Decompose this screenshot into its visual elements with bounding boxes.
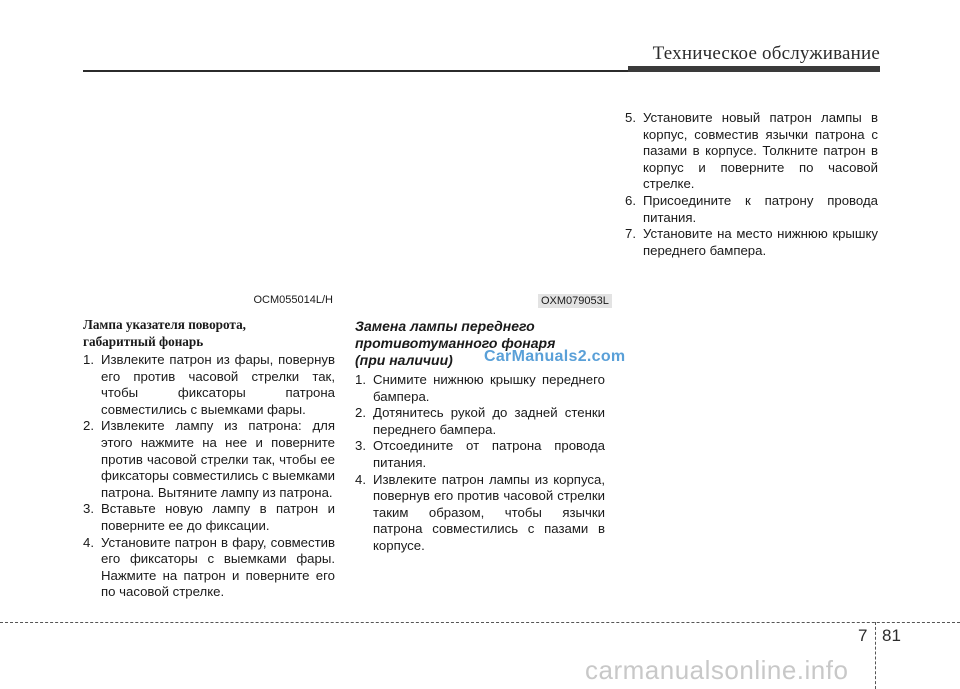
step-number: 4.	[83, 534, 94, 550]
step-text: Отсоедините от патрона провода питания.	[373, 438, 605, 470]
step-number: 7.	[625, 226, 636, 242]
footer-rule	[0, 622, 960, 623]
list-item	[625, 226, 878, 259]
page-number: 81	[882, 626, 901, 645]
step-number: 6.	[625, 192, 636, 208]
step-text: Снимите нижнюю крышку переднего бампера.	[373, 372, 605, 404]
step-text: Извлеките патрон лампы из корпуса, повернув его против часовой стрелки таким образом, чтобы язычки патрона совместились с пазами в корпусе.	[373, 471, 605, 553]
site-watermark: carmanualsonline.info	[585, 655, 849, 685]
step-number: 1.	[83, 352, 94, 367]
step-number: 4.	[355, 471, 366, 487]
step-text: Вставьте новую лампу в патрон и поверните ее до фиксации.	[101, 501, 335, 533]
list-item	[355, 472, 605, 555]
list-item	[355, 372, 605, 405]
header-rule	[83, 70, 713, 72]
list-item	[625, 193, 878, 226]
step-number: 3.	[83, 501, 94, 517]
list-item	[355, 405, 605, 438]
middle-steps-list	[355, 372, 605, 555]
list-item	[83, 352, 335, 418]
right-column	[625, 110, 878, 259]
list-item	[83, 501, 335, 534]
step-number: 2.	[355, 405, 366, 421]
step-text: Дотянитесь рукой до задней стенки переднего бампера.	[373, 405, 605, 437]
left-column	[83, 316, 335, 601]
list-item	[83, 535, 335, 601]
header-rule-accent	[628, 66, 880, 72]
step-number: 5.	[625, 110, 636, 125]
middle-heading-line2: противотуманного фонаря	[355, 335, 556, 351]
footer-divider	[875, 622, 876, 689]
right-steps-list	[625, 110, 878, 259]
step-text: Установите новый патрон лампы в корпус, совместив язычки патрона с пазами в корпусе. Толкните патрон в корпус и поверните по часовой стрелке.	[643, 110, 878, 192]
step-number: 2.	[83, 418, 94, 434]
list-item	[83, 418, 335, 501]
list-item	[625, 110, 878, 193]
step-number: 3.	[355, 438, 366, 454]
step-text: Присоедините к патрону провода питания.	[643, 192, 878, 225]
step-text: Установите на место нижнюю крышку переднего бампера.	[643, 226, 878, 258]
list-item	[355, 438, 605, 471]
header-title: Техническое обслуживание	[652, 43, 880, 64]
left-section-heading	[83, 316, 335, 350]
middle-heading-line1: Замена лампы переднего	[355, 318, 535, 334]
left-heading-line2: габаритный фонарь	[83, 334, 204, 349]
middle-figure-caption: OXM079053L	[538, 294, 612, 308]
step-text: Установите патрон в фару, совместив его фиксаторы с выемками фары. Нажмите на патрон и поверните его по часовой стрелке.	[101, 534, 335, 600]
step-text: Извлеките патрон из фары, повернув его против часовой стрелки так, чтобы фиксаторы патрона совместились с выемками фары.	[101, 352, 335, 417]
left-heading-line1: Лампа указателя поворота,	[83, 317, 246, 332]
step-text: Извлеките лампу из патрона: для этого нажмите на нее и поверните против часовой стрелки так, чтобы ее фиксаторы совместились с выемками патрона. Вытяните лампу из патрона.	[101, 418, 335, 500]
left-figure-caption: OCM055014L/H	[253, 294, 333, 306]
left-steps-list	[83, 352, 335, 601]
chapter-number: 7	[858, 626, 868, 645]
step-number: 1.	[355, 372, 366, 387]
middle-heading-line3: (при наличии)	[355, 352, 453, 368]
watermark-text: CarManuals2.com	[484, 348, 626, 365]
